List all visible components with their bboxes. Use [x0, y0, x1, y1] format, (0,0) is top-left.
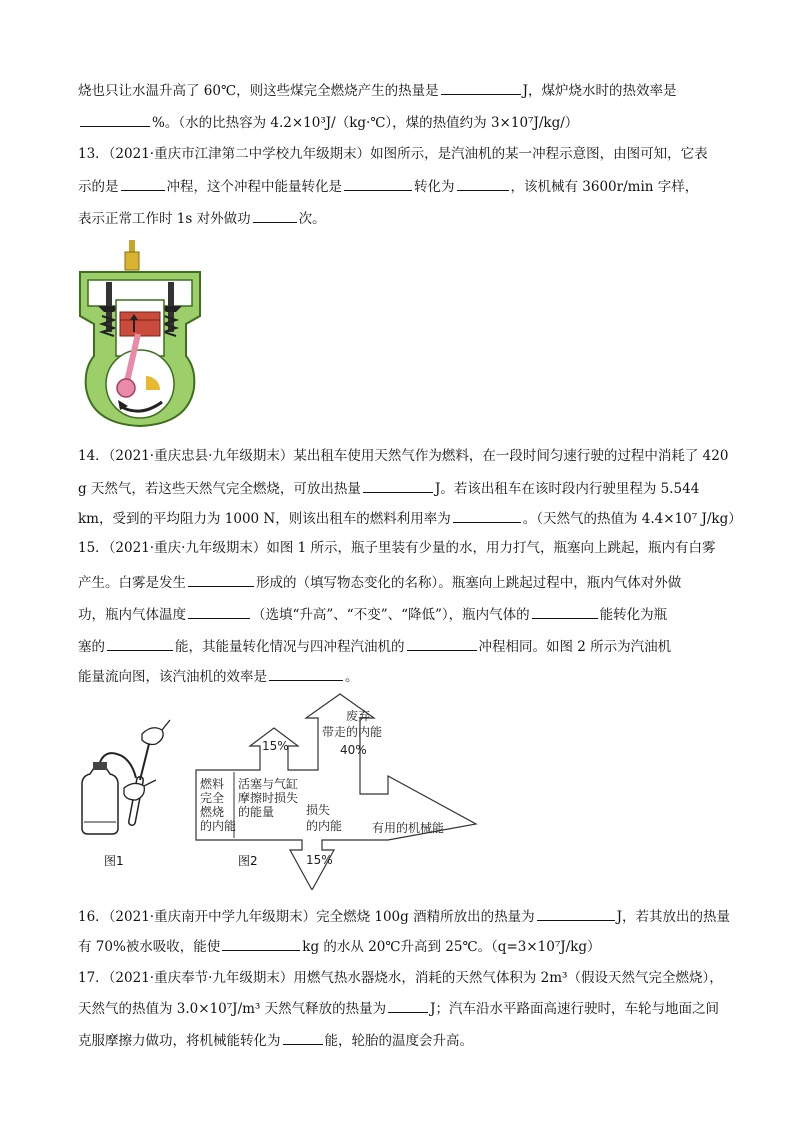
q15-line4: 塞的 能，其能量转化情况与四冲程汽油机的 冲程相同。如图 2 所示为汽油机	[78, 636, 671, 657]
bottle-pump-figure	[76, 718, 176, 838]
fuel-label-4: 的内能	[200, 819, 237, 833]
q15-line3: 功，瓶内气体温度 （选填“升高”、“不变”、“降低”），瓶内气体的 能转化为瓶	[78, 604, 667, 625]
answer-blank[interactable]	[344, 176, 412, 191]
fuel-label-2: 完全	[200, 791, 225, 805]
answer-blank[interactable]	[283, 1030, 323, 1045]
q16-line1: 16．（2021·重庆南开中学九年级期末）完全燃烧 100g 酒精所放出的热量为 J，若其放出的热量	[78, 906, 730, 927]
answer-blank[interactable]	[457, 176, 509, 191]
answer-blank[interactable]	[107, 636, 173, 651]
q13-line3: 表示正常工作时 1s 对外做功 次。	[78, 208, 326, 229]
q17-line2: 天然气的热值为 3.0×10⁷J/m³ 天然气释放的热量为 J；汽车沿水平路面高速行驶时，车轮与地面之间	[78, 998, 719, 1019]
friction-label-2: 摩擦时损失	[238, 791, 299, 805]
engine-stroke-diagram	[78, 238, 204, 428]
q13-line2: 示的是 冲程，这个冲程中能量转化是 转化为 ，该机械有 3600r/min 字样，	[78, 176, 698, 197]
q14-line3: km，受到的平均阻力为 1000 N，则该出租车的燃料利用率为 。（天然气的热值为 4.4×10⁷ J/kg）	[78, 508, 742, 529]
answer-blank[interactable]	[453, 508, 521, 523]
figure2-caption: 图2	[238, 854, 258, 868]
answer-blank[interactable]	[441, 80, 521, 95]
q12-line2: %。（水的比热容为 4.2×10³J/（kg·℃），煤的热值约为 3×10⁷J/kg/）	[78, 112, 578, 133]
q17-line1: 17．（2021·重庆奉节·九年级期末）用燃气热水器烧水，消耗的天然气体积为 2m³（假设天然气完全燃烧），	[78, 970, 723, 986]
q17-line3: 克服摩擦力做功，将机械能转化为 能，轮胎的温度会升高。	[78, 1030, 473, 1051]
q15-line1: 15．（2021·重庆·九年级期末）如图 1 所示，瓶子里装有少量的水，用力打气，瓶塞向上跳起，瓶内有白雾	[78, 540, 716, 556]
answer-blank[interactable]	[188, 604, 250, 619]
answer-blank[interactable]	[121, 176, 165, 191]
figure1-caption: 图1	[104, 854, 124, 868]
answer-blank[interactable]	[537, 906, 615, 921]
answer-blank[interactable]	[388, 998, 428, 1013]
waste-label-1: 废弃	[346, 709, 371, 723]
answer-blank[interactable]	[407, 636, 477, 651]
fuel-label-1: 燃料	[200, 777, 225, 791]
fuel-label-3: 燃烧	[200, 805, 225, 819]
q14-line2: g 天然气，若这些天然气完全燃烧，可放出热量 J。若该出租车在该时段内行驶里程为 5.544	[78, 478, 699, 499]
q15-line2: 产生。白雾是发生 形成的（填写物态变化的名称）。瓶塞向上跳起过程中，瓶内气体对外做	[78, 572, 681, 593]
q13-line1: 13．（2021·重庆市江津第二中学校九年级期末）如图所示，是汽油机的某一冲程示意图，由图可知，它表	[78, 146, 708, 162]
friction-label-3: 的能量	[238, 805, 275, 819]
waste-percent: 40%	[340, 743, 367, 757]
loss-percent: 15%	[306, 853, 333, 867]
q12-line1: 烧也只让水温升高了 60℃，则这些煤完全燃烧产生的热量是 J，煤炉烧水时的热效率是	[78, 80, 677, 101]
q15-line5: 能量流向图，该汽油机的效率是 。	[78, 666, 359, 687]
loss-label-1: 损失	[306, 803, 331, 817]
answer-blank[interactable]	[253, 208, 297, 223]
q14-line1: 14．（2021·重庆忠县·九年级期末）某出租车使用天然气作为燃料，在一段时间匀速行驶的过程中消耗了 420	[78, 448, 729, 464]
friction-percent: 15%	[262, 739, 289, 753]
loss-label-2: 的内能	[306, 819, 343, 833]
useful-energy-label: 有用的机械能	[372, 821, 445, 835]
answer-blank[interactable]	[532, 604, 598, 619]
waste-label-2: 带走的内能	[322, 725, 383, 739]
q16-line2: 有 70%被水吸收，能使 kg 的水从 20℃升高到 25℃。（q=3×10⁷J/kg）	[78, 936, 601, 957]
answer-blank[interactable]	[188, 572, 254, 587]
answer-blank[interactable]	[80, 112, 150, 127]
answer-blank[interactable]	[222, 936, 300, 951]
friction-label-1: 活塞与气缸	[238, 777, 299, 791]
answer-blank[interactable]	[269, 666, 343, 681]
answer-blank[interactable]	[363, 478, 433, 493]
